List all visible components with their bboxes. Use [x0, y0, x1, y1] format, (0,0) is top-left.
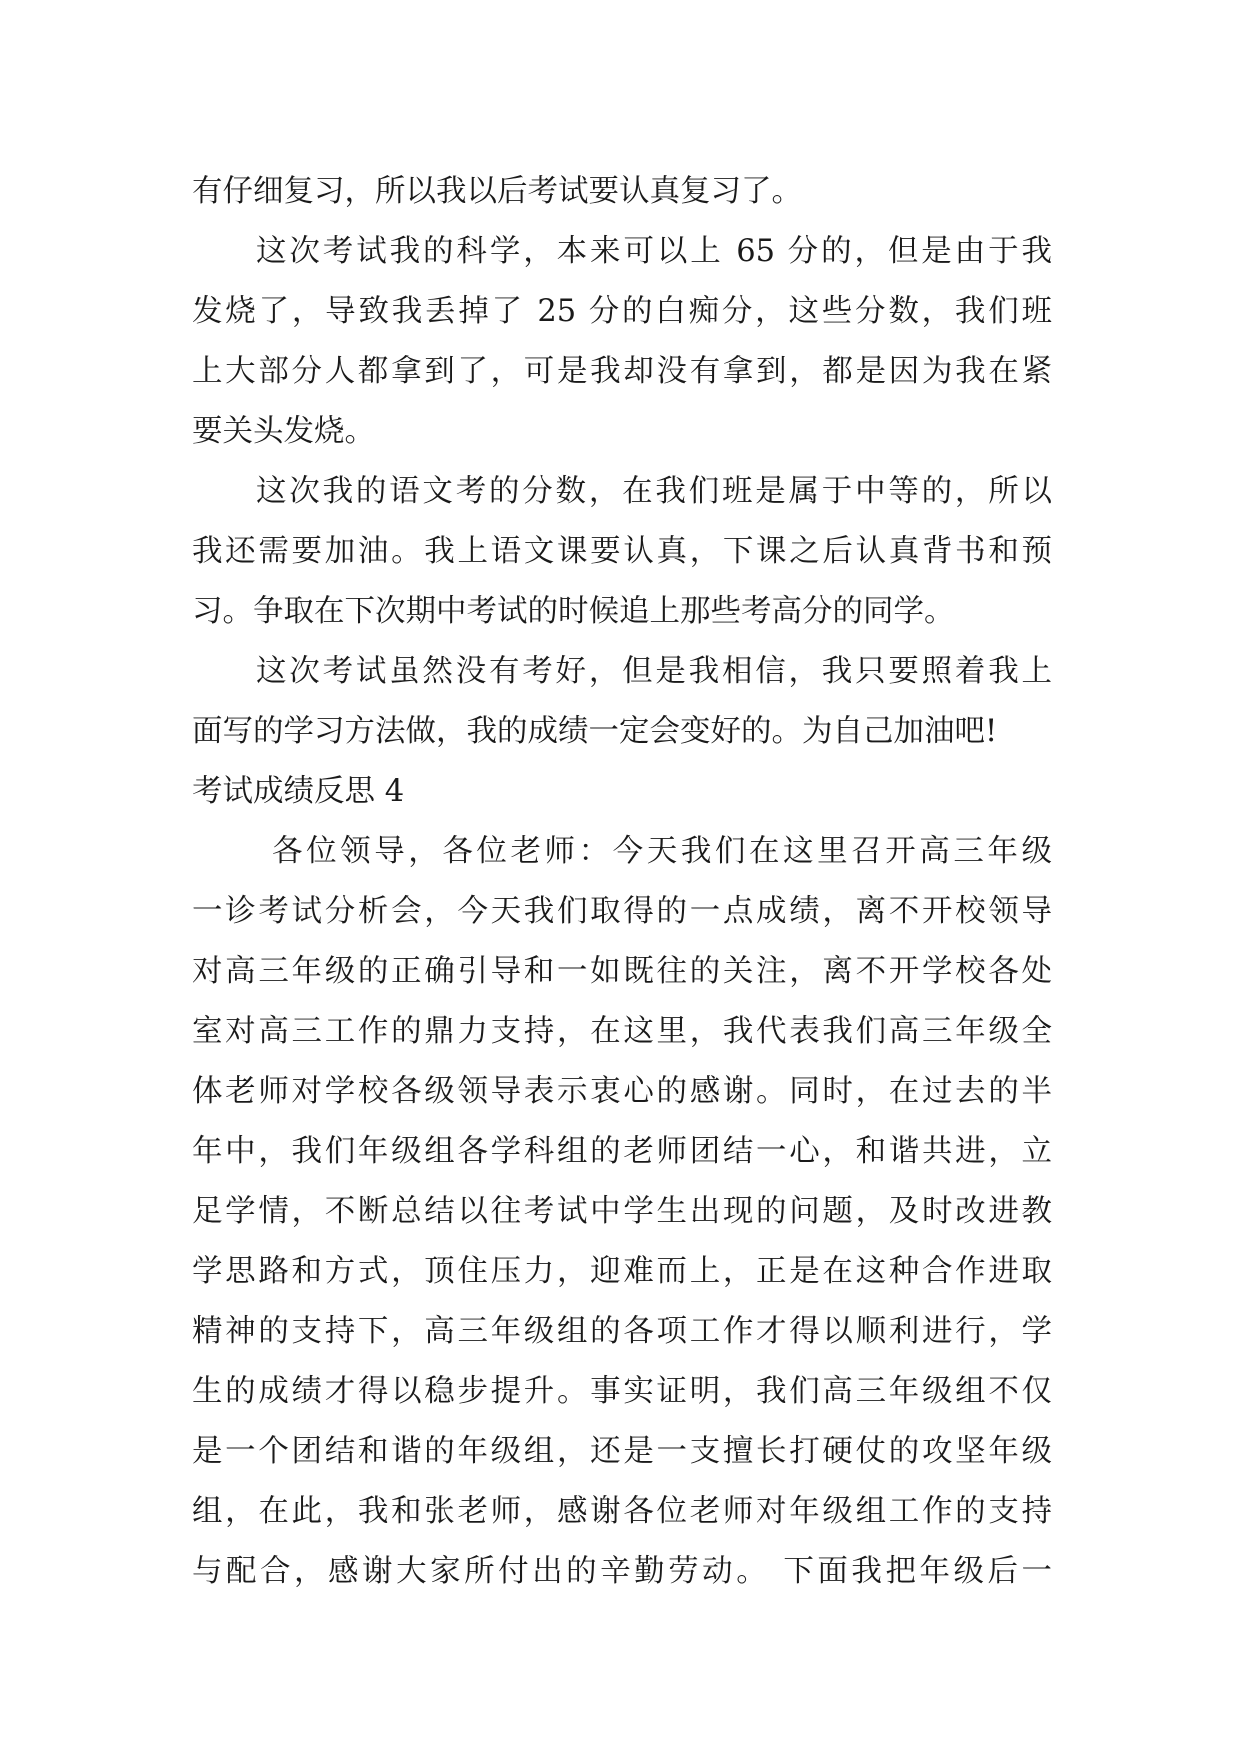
paragraph-start-line: 这次考试虽然没有考好，但是我相信，我只要照着我上 [256, 654, 1052, 689]
text-line: 体老师对学校各级领导表示衷心的感谢。同时，在过去的半 [192, 1074, 1052, 1109]
text-line: 我还需要加油。我上语文课要认真，下课之后认真背书和预 [192, 534, 1052, 569]
text-line: 上大部分人都拿到了，可是我却没有拿到，都是因为我在紧 [192, 354, 1052, 389]
text-line: 组，在此，我和张老师，感谢各位老师对年级组工作的支持 [192, 1494, 1052, 1529]
text-line: 与配合，感谢大家所付出的辛勤劳动。 下面我把年级后一 [192, 1554, 1052, 1589]
text-line: 年中，我们年级组各学科组的老师团结一心，和谐共进，立 [192, 1134, 1052, 1169]
text-line: 生的成绩才得以稳步提升。事实证明，我们高三年级组不仅 [192, 1374, 1052, 1409]
text-line: 面写的学习方法做，我的成绩一定会变好的。为自己加油吧! [192, 714, 998, 749]
text-line: 发烧了，导致我丢掉了 25 分的白痴分，这些分数，我们班 [192, 294, 1052, 329]
text-line: 要关头发烧。 [192, 414, 375, 449]
text-line: 室对高三工作的鼎力支持，在这里，我代表我们高三年级全 [192, 1014, 1052, 1049]
text-line: 有仔细复习，所以我以后考试要认真复习了。 [192, 174, 802, 209]
text-line: 对高三年级的正确引导和一如既往的关注，离不开学校各处 [192, 954, 1052, 989]
text-line: 足学情，不断总结以往考试中学生出现的问题，及时改进教 [192, 1194, 1052, 1229]
section-heading: 考试成绩反思 4 [192, 774, 405, 809]
document-body [192, 162, 1052, 1602]
paragraph-start-line: 各位领导，各位老师：今天我们在这里召开高三年级 [272, 834, 1052, 869]
paragraph-start-line: 这次考试我的科学，本来可以上 65 分的，但是由于我 [256, 234, 1052, 269]
paragraph-start-line: 这次我的语文考的分数，在我们班是属于中等的，所以 [256, 474, 1052, 509]
text-line: 精神的支持下，高三年级组的各项工作才得以顺利进行，学 [192, 1314, 1052, 1349]
text-line: 习。争取在下次期中考试的时候追上那些考高分的同学。 [192, 594, 955, 629]
text-line: 学思路和方式，顶住压力，迎难而上，正是在这种合作进取 [192, 1254, 1052, 1289]
text-line: 一诊考试分析会，今天我们取得的一点成绩，离不开校领导 [192, 894, 1052, 929]
text-line: 是一个团结和谐的年级组，还是一支擅长打硬仗的攻坚年级 [192, 1434, 1052, 1469]
